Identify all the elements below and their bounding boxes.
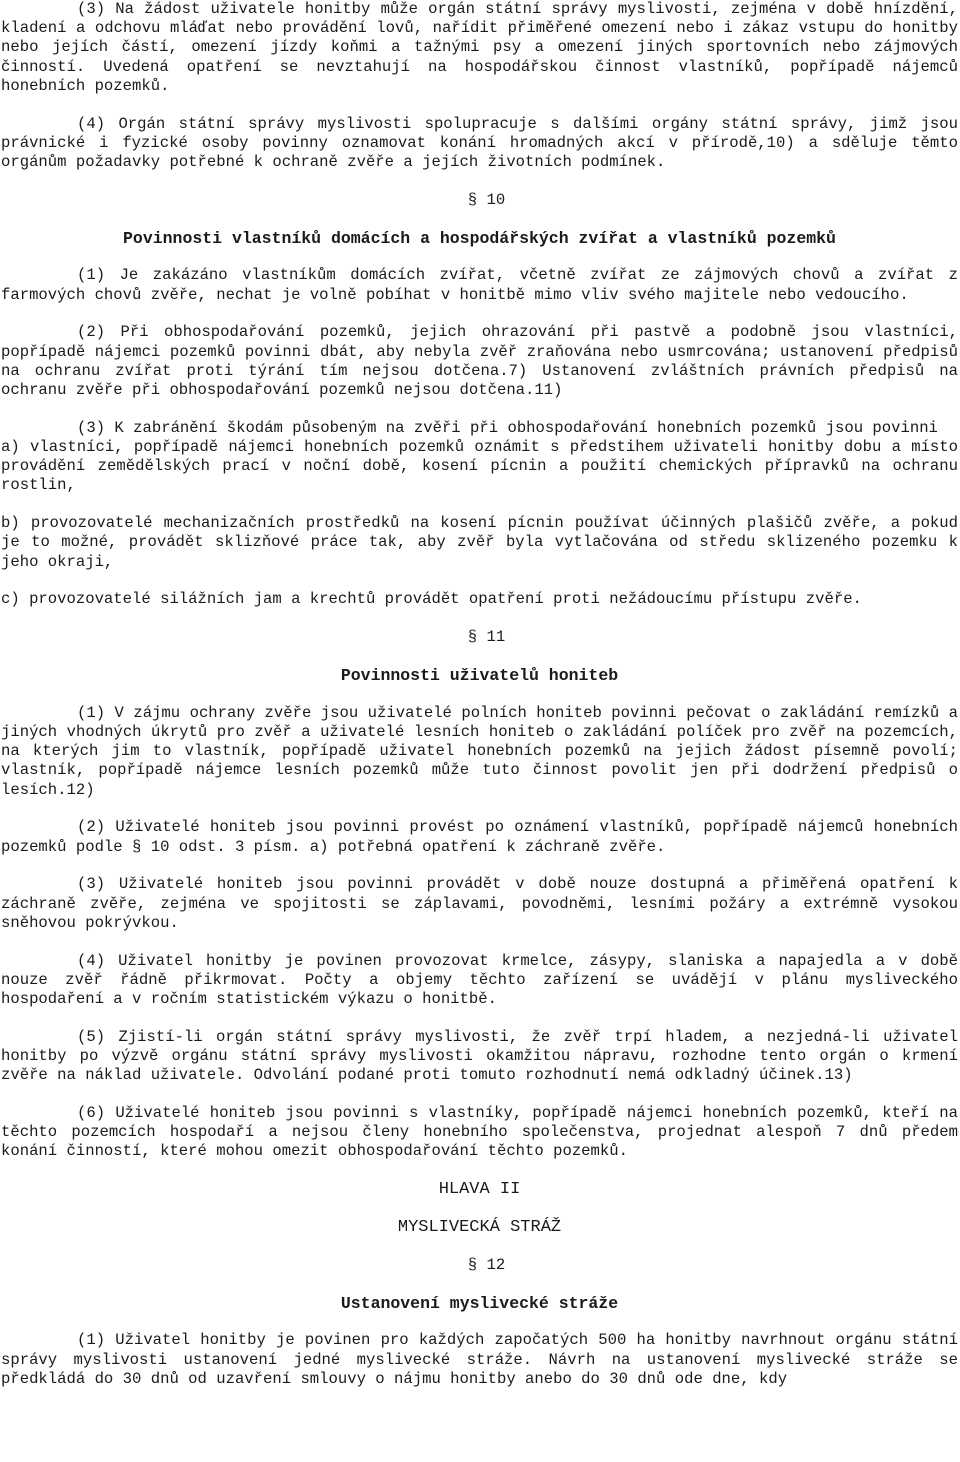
section-number-11: § 11 <box>467 628 506 647</box>
paragraph-s10-1: (1) Je zakázáno vlastníkům domácích zvířat, včetně zvířat ze zájmových chovů a zvířat z farmových chovů zvěře, nechat je volně pobíhat v honitbě mimo vliv svého majitele nebo vedoucího. <box>1 266 958 304</box>
chapter-title: MYSLIVECKÁ STRÁŽ <box>397 1218 562 1238</box>
section-title-10: Povinnosti vlastníků domácích a hospodářských zvířat a vlastníků pozemků <box>123 228 836 248</box>
section-title-11: Povinnosti uživatelů honiteb <box>340 666 619 686</box>
list-item-c: c) provozovatelé silážních jam a krechtů provádět opatření proti nežádoucímu přístupu zvěře. <box>1 590 862 609</box>
paragraph-s12-1: (1) Uživatel honitby je povinen pro každých započatých 500 ha honitby navrhnout orgánu státní správy myslivosti ustanovení jedné myslivecké stráže. Návrh na ustanovení myslivecké stráže se předkládá do 30 dnů od uzavření smlouvy o nájmu honitby anebo do 30 dnů ode dne, kdy <box>1 1331 958 1388</box>
paragraph-s11-5: (5) Zjistí-li orgán státní správy myslivosti, že zvěř trpí hladem, a nezjedná-li uživatel honitby po výzvě orgánu státní správy myslivosti okamžitou nápravu, rozhodne tento orgán o krmení zvěře na náklad uživatele. Odvolání podané proti tomuto rozhodnutí nemá odkladný účinek.13) <box>1 1027 958 1085</box>
paragraph-s10-2: (2) Při obhospodařování pozemků, jejich ohrazování při pastvě a podobně jsou vlastníci, popřípadě nájemci pozemků povinni dbát, aby nebyla zvěř zraňována nebo usmrcována; ustanovení předpisů na ochranu zvířat proti týrání tím nejsou dotčena.7) Ustanovení zvláštních právních předpisů na ochranu zvěře při obhospodařování pozemků nejsou dotčena.11) <box>1 323 958 400</box>
paragraph-s11-3: (3) Uživatelé honiteb jsou povinni provádět v době nouze dostupná a přiměřená opatření k záchraně zvěře, zejména ve spojitosti se záplavami, povodněmi, lesními požáry a extrémně vysokou sněhovou pokrývkou. <box>1 875 958 932</box>
chapter-heading: HLAVA II <box>438 1180 521 1200</box>
paragraph-s11-1: (1) V zájmu ochrany zvěře jsou uživatelé polních honiteb povinni pečovat o zakládání remízků a jiných vhodných úkrytů pro zvěř a uživatelé lesních honiteb o zakládání políček pro zvěř na pozemcích, na kterých jim to vlastník, popřípadě uživatel honebních pozemků na jejich žádost písemně povolí; vlastník, popřípadě nájemce lesních pozemků může tuto činnost povolit jen při dodržení předpisů o lesích.12) <box>1 703 958 799</box>
list-item-b: b) provozovatelé mechanizačních prostředků na kosení pícnin používat účinných plašičů zvěře, a pokud je to možné, provádět sklizňové práce tak, aby zvěř byla vytlačována od středu sklizeného pozemku k jeho okraji, <box>1 514 958 571</box>
paragraph-s10-3: (3) K zabránění škodám působeným na zvěři při obhospodařování honebních pozemků jsou povinni <box>77 418 938 437</box>
paragraph-s11-2: (2) Uživatelé honiteb jsou povinni provést po oznámení vlastníků, popřípadě nájemců honebních pozemků podle § 10 odst. 3 písm. a) potřebná opatření k záchraně zvěře. <box>1 818 958 856</box>
list-item-a: a) vlastníci, popřípadě nájemci honebních pozemků oznámit s předstihem uživateli honitby dobu a místo provádění zemědělských prací v noční době, kosení pícnin a použití chemických přípravků na ochranu rostlin, <box>1 438 958 495</box>
section-number-10: § 10 <box>467 190 506 209</box>
section-title-12: Ustanovení myslivecké stráže <box>340 1293 619 1313</box>
paragraph-s11-4: (4) Uživatel honitby je povinen provozovat krmelce, zásypy, slaniska a napajedla a v době nouze zvěř řádně přikrmovat. Počty a objemy těchto zařízení se uvádějí v plánu mysliveckého hospodaření a v ročním statistickém výkazu o honitbě. <box>1 951 958 1009</box>
paragraph-s11-6: (6) Uživatelé honiteb jsou povinni s vlastníky, popřípadě nájemci honebních pozemků, kteří na těchto pozemcích hospodaří a nejsou členy honebního společenstva, projednat alespoň 7 dnů předem konání činností, které mohou omezit obhospodařování těchto pozemků. <box>1 1104 958 1161</box>
section-number-12: § 12 <box>467 1255 506 1274</box>
paragraph-s9-3: (3) Na žádost uživatele honitby může orgán státní správy myslivosti, zejména v době hnízdění, kladení a odchovu mláďat nebo provádění lovů, nařídit přiměřené omezení nebo i zákaz vstupu do honitby nebo jejích částí, omezení jízdy koňmi a tažnými psy a omezení jiných sportovních nebo zájmových činností. Uvedená opatření se nevztahují na hospodářskou činnost vlastníků, popřípadě nájemců honebních pozemků. <box>1 0 958 95</box>
paragraph-s9-4: (4) Orgán státní správy myslivosti spolupracuje s dalšími orgány státní správy, jimž jsou právnické i fyzické osoby povinny oznamovat konání hromadných akcí v přírodě,10) a sděluje těmto orgánům požadavky potřebné k ochraně zvěře a jejích životních podmínek. <box>1 114 958 172</box>
